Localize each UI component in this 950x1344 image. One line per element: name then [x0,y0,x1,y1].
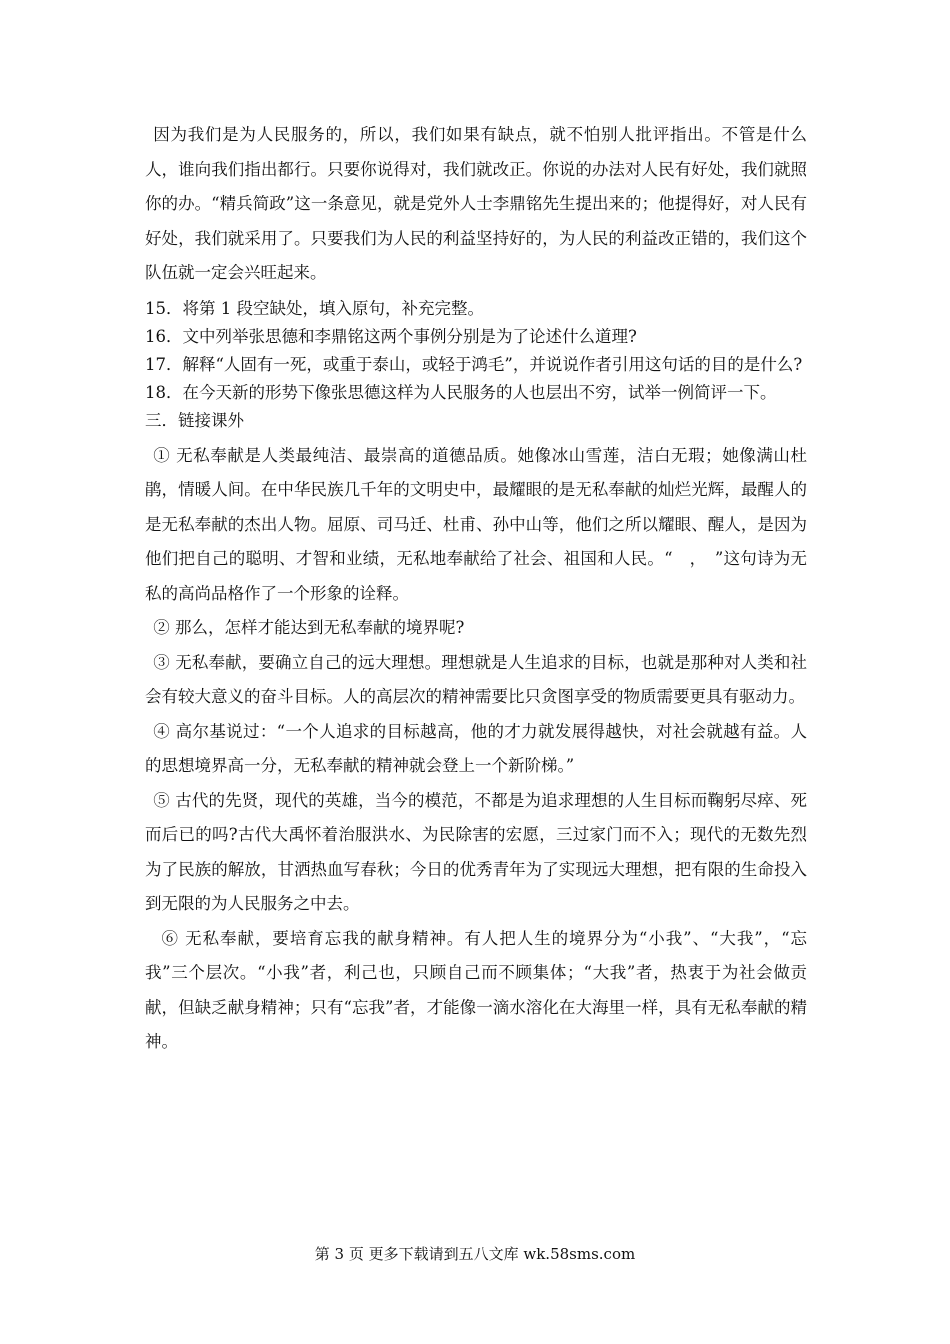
reading-paragraph-4: ④ 高尔基说过：“一个人追求的目标越高，他的才力就发展得越快，对社会就越有益。人的思想境界高一分，无私奉献的精神就会登上一个新阶梯。” [145,721,807,775]
reading-paragraph-3: ③ 无私奉献，要确立自己的远大理想。理想就是人生追求的目标，也就是那种对人类和社会有较大意义的奋斗目标。人的高层次的精神需要比只贪图享受的物质需要更具有驱动力。 [145,652,807,706]
reading-paragraph-6: ⑥ 无私奉献，要培育忘我的献身精神。有人把人生的境界分为“小我”、“大我”，“忘我”三个层次。“小我”者，利己也，只顾自己而不顾集体；“大我”者，热衷于为社会做贡献，但缺乏献身精神；只有“忘我”者，才能像一滴水溶化在大海里一样，具有无私奉献的精神。 [145,928,807,1051]
reading-paragraph-2: ② 那么，怎样才能达到无私奉献的境界呢? [153,618,465,637]
question-16: 16．文中列举张思德和李鼎铭这两个事例分别是为了论述什么道理? [145,326,637,346]
top-paragraph: 因为我们是为人民服务的，所以，我们如果有缺点，就不怕别人批评指出。不管是什么人，谁向我们指出都行。只要你说得对，我们就改正。你说的办法对人民有好处，我们就照你的办。“精兵简政”这一条意见，就是党外人士李鼎铭先生提出来的；他提得好，对人民有好处，我们就采用了。只要我们为人民的利益坚持好的，为人民的利益改正错的，我们这个队伍就一定会兴旺起来。 [145,125,807,282]
question-18: 18．在今天新的形势下像张思德这样为人民服务的人也层出不穷，试举一例简评一下。 [145,382,777,402]
reading-paragraph-1: ① 无私奉献是人类最纯洁、最崇高的道德品质。她像冰山雪莲，洁白无瑕；她像满山杜鹃，情暖人间。在中华民族几千年的文明史中，最耀眼的是无私奉献的灿烂光辉，最醒人的是无私奉献的杰出人物。屈原、司马迁、杜甫、孙中山等，他们之所以耀眼、醒人，是因为他们把自己的聪明、才智和业绩，无私地奉献给了社会、祖国和人民。“ ， ”这句诗为无私的高尚品格作了一个形象的诠释。 [145,445,807,603]
reading-paragraph-5: ⑤ 古代的先贤，现代的英雄，当今的模范，不都是为追求理想的人生目标而鞠躬尽瘁、死而后已的吗?古代大禹怀着治服洪水、为民除害的宏愿，三过家门而不入；现代的无数先烈为了民族的解放，甘洒热血写春秋；今日的优秀青年为了实现远大理想，把有限的生命投入到无限的为人民服务之中去。 [145,790,807,913]
page-footer: 第 3 页 更多下载请到五八文库 wk.58sms.com [314,1245,636,1263]
section-heading: 三．链接课外 [145,410,244,430]
question-17: 17．解释“人固有一死，或重于泰山，或轻于鸿毛”，并说说作者引用这句话的目的是什么? [145,354,803,374]
question-15: 15．将第 1 段空缺处，填入原句，补充完整。 [145,298,484,318]
document-page [145,118,807,1060]
